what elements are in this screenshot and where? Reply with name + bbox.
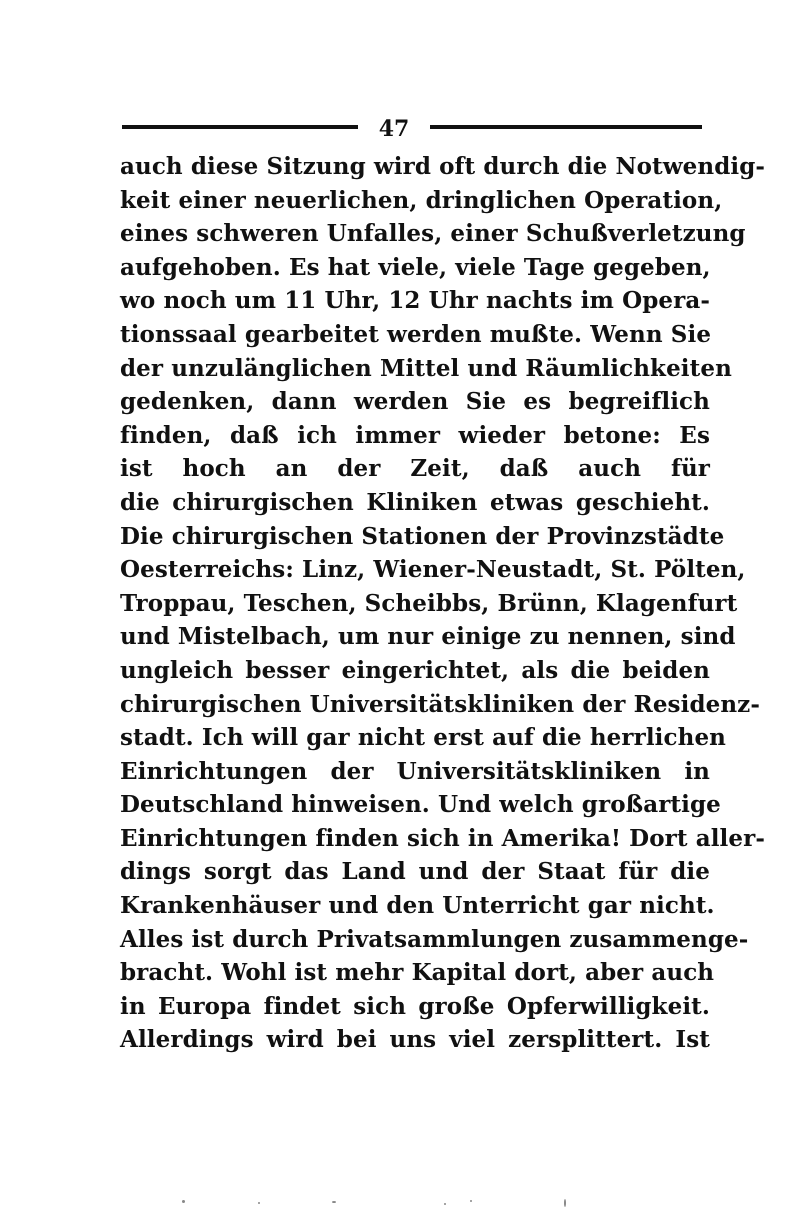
text-line: Alles ist durch Privatsammlungen zusammenge- (120, 925, 749, 953)
text-line: Die chirurgischen Stationen der Provinzstädte (120, 522, 725, 550)
header-rule-right (430, 125, 702, 129)
ink-speck (182, 1200, 185, 1203)
ink-speck (258, 1202, 260, 1204)
text-line: tionssaal gearbeitet werden mußte. Wenn Sie (120, 320, 712, 348)
text-line: der unzulänglichen Mittel und Räumlichkeiten (120, 354, 732, 382)
ink-speck (470, 1200, 472, 1202)
text-line: aufgehoben. Es hat viele, viele Tage gegeben, (120, 253, 711, 281)
text-line: ungleich besser eingerichtet, als die beiden (120, 656, 710, 684)
text-line: in Europa findet sich große Opferwilligkeit. (120, 992, 710, 1020)
body-text (120, 150, 766, 1057)
text-line: Einrichtungen finden sich in Amerika! Dort aller- (120, 824, 765, 852)
text-line: Troppau, Teschen, Scheibbs, Brünn, Klagenfurt (120, 589, 738, 617)
text-line: finden, daß ich immer wieder betone: Es (120, 421, 710, 449)
text-line: Einrichtungen der Universitätskliniken in (120, 757, 710, 785)
text-line: keit einer neuerlichen, dringlichen Operation, (120, 186, 723, 214)
text-line: gedenken, dann werden Sie es begreiflich (120, 388, 710, 416)
ink-speck (332, 1201, 336, 1203)
text-line: Krankenhäuser und den Unterricht gar nicht. (120, 892, 715, 920)
page-header (122, 118, 702, 142)
ink-speck (444, 1203, 446, 1205)
text-line: bracht. Wohl ist mehr Kapital dort, aber auch (120, 959, 715, 987)
text-line: eines schweren Unfalles, einer Schußverletzung (120, 220, 746, 248)
text-line: auch diese Sitzung wird oft durch die Notwendig- (120, 153, 766, 180)
text-line: stadt. Ich will gar nicht erst auf die herrlichen (120, 724, 726, 752)
ink-speck (564, 1199, 566, 1207)
text-line: ist hoch an der Zeit, daß auch für (120, 455, 710, 483)
text-line: und Mistelbach, um nur einige zu nennen, sind (120, 623, 736, 651)
text-line: wo noch um 11 Uhr, 12 Uhr nachts im Opera- (120, 287, 710, 315)
text-line: Allerdings wird bei uns viel zersplittert. Ist (120, 1026, 710, 1054)
print-specks (180, 1198, 600, 1210)
header-rule-left (122, 125, 358, 129)
page-number: 47 (378, 116, 410, 142)
text-line: die chirurgischen Kliniken etwas geschieht. (120, 488, 710, 516)
text-line: Deutschland hinweisen. Und welch großartige (120, 791, 721, 819)
text-line: dings sorgt das Land und der Staat für die (120, 858, 710, 886)
text-line: Oesterreichs: Linz, Wiener-Neustadt, St. Pölten, (120, 556, 746, 584)
text-line: chirurgischen Universitätskliniken der Residenz- (120, 690, 760, 718)
